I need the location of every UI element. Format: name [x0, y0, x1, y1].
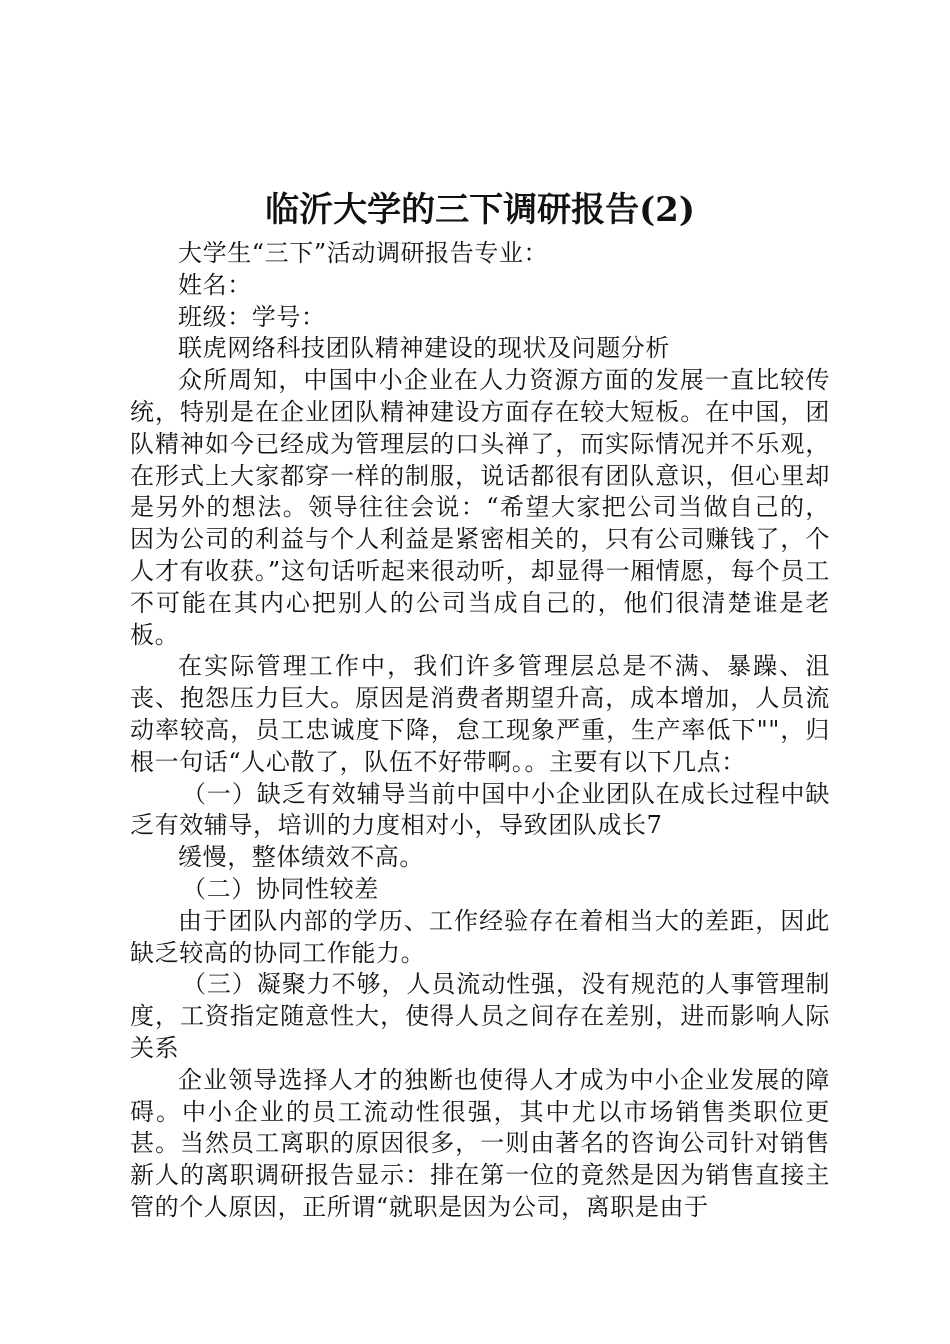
paragraph-point-one-cont: 缓慢，整体绩效不高。 [178, 843, 424, 872]
paragraph-section-heading: 联虎网络科技团队精神建设的现状及问题分析 [178, 334, 670, 363]
paragraph-class-id: 班级：学号： [178, 302, 326, 331]
paragraph-point-one: （一）缺乏有效辅导当前中国中小企业团队在成长过程中缺乏有效辅导，培训的力度相对小，导致团队成长7 [130, 779, 830, 840]
paragraph-report-subject: 大学生“三下”活动调研报告专业： [178, 239, 549, 267]
paragraph-point-two: 由于团队内部的学历、工作经验存在着相当大的差距，因此缺乏较高的协同工作能力。 [130, 906, 830, 967]
paragraph-point-two-heading: （二）协同性较差 [182, 874, 379, 903]
paragraph-point-three: （三）凝聚力不够，人员流动性强，没有规范的人事管理制度，工资指定随意性大，使得人员之间存在差别，进而影响人际关系 [130, 970, 830, 1062]
paragraph-intro: 众所周知，中国中小企业在人力资源方面的发展一直比较传统，特别是在企业团队精神建设方面存在较大短板。在中国，团队精神如今已经成为管理层的口头禅了，而实际情况并不乐观，在形式上大家都穿一样的制服，说话都很有团队意识，但心里却是另外的想法。领导往往会说：“希望大家把公司当做自己的，因为公司的利益与个人利益是紧密相关的，只有公司赚钱了，个人才有收获。”这句话听起来很动听，却显得一厢情愿，每个员工不可能在其内心把别人的公司当成自己的，他们很清楚谁是老板。 [130, 366, 830, 649]
document-title: 临沂大学的三下调研报告(2) [265, 190, 695, 230]
paragraph-management: 在实际管理工作中，我们许多管理层总是不满、暴躁、沮丧、抱怨压力巨大。原因是消费者期望升高，成本增加，人员流动率较高，员工忠诚度下降，怠工现象严重，生产率低下""，归根一句话“人心散了，队伍不好带啊。。主要有以下几点： [130, 652, 830, 776]
paragraph-leadership: 企业领导选择人才的独断也使得人才成为中小企业发展的障碍。中小企业的员工流动性很强，其中尤以市场销售类职位更甚。当然员工离职的原因很多，一则由著名的咨询公司针对销售新人的离职调研报告显示：排在第一位的竟然是因为销售直接主管的个人原因，正所谓“就职是因为公司，离职是由于 [130, 1065, 830, 1221]
document-page [130, 186, 830, 1224]
paragraph-name: 姓名： [178, 270, 252, 299]
